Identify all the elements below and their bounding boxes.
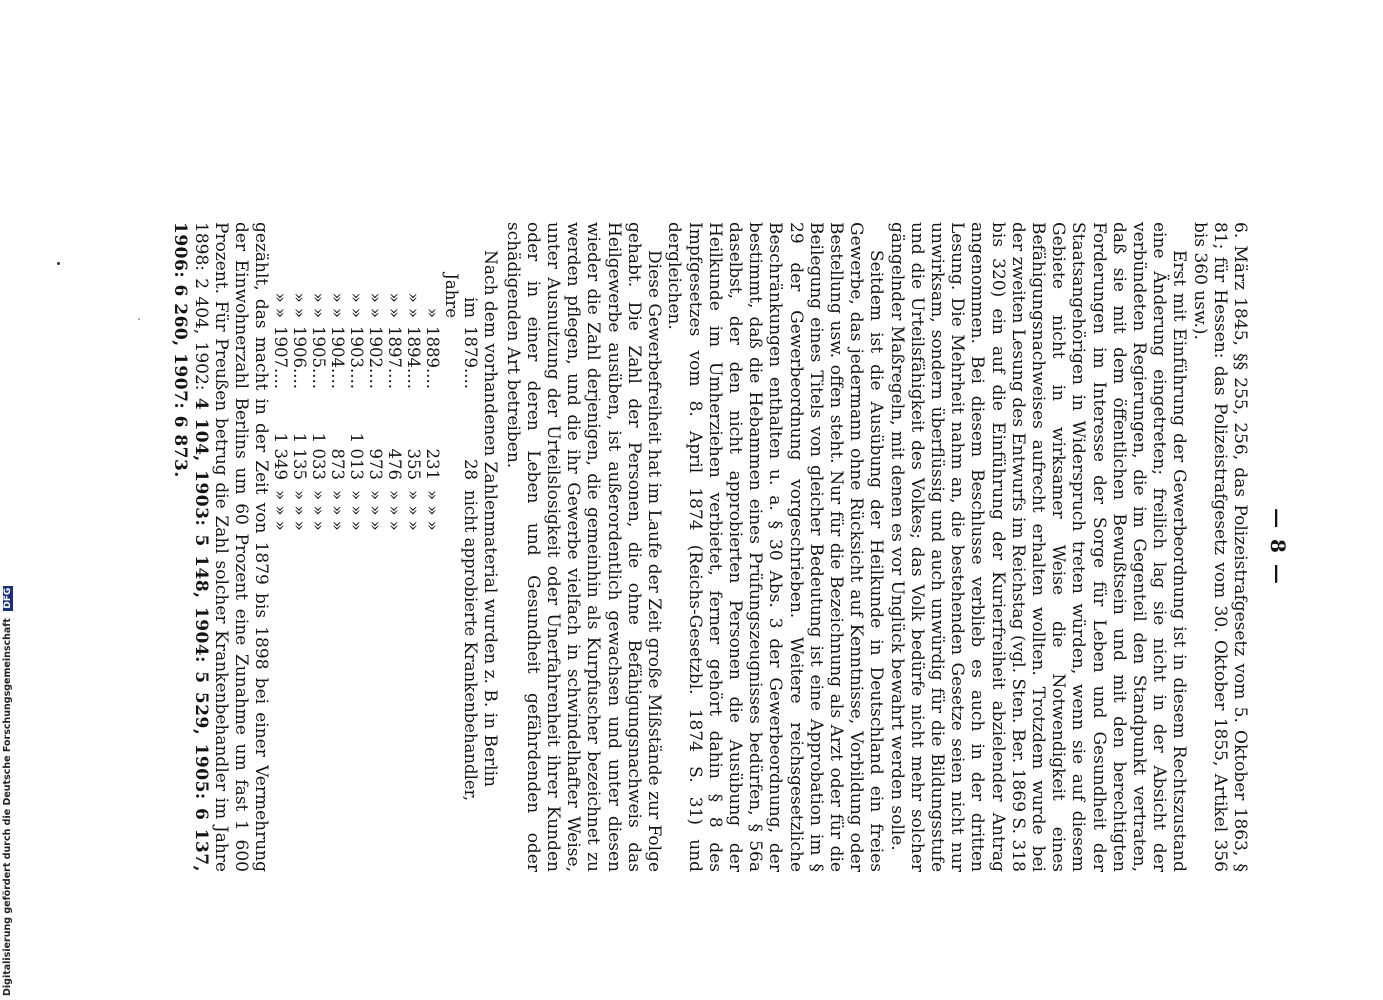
paragraph-2: Erst mit Einführung der Gewerbeordnung ist in diesem Rechtszustand eine Änderung eingetreten; freilich lag sie nicht in der Absicht der verbündeten Regierungen, die im Gegenteil den Standpunkt vertraten, daß sie mit dem öffentlichen Bewußtsein und mit den berechtigten Forderungen im Interesse der Sorge für Leben und Gesundheit der Staatsangehörigen in Widerspruch treten würden, wenn sie auf diesem Gebiete nicht in wirksamer Weise die Notwendigkeit eines Befähigungsnachweises aufrecht erhalten wollten. Trotzdem wurde bei der zweiten Lesung des Entwurfs im Reichstag (vgl. Sten. Ber. 1869 S. 318 bis 320) ein auf die Einführung der Kurierfreiheit abzielender Antrag angenommen. Bei diesem Beschlusse verblieb es auch in der dritten Lesung. Die Mehrheit nahm an, die bestehenden Gesetze seien nicht nur unwirksam, sondern überflüssig und auch unwürdig für die Bildungsstufe und die Urteilsfähigkeit des Volkes; das Volk bedürfe nicht mehr solcher gängelnder Maßregeln, mit denen es vor Unglück bewahrt werden solle.: [886, 222, 1190, 872]
row-year: 1904....: [328, 326, 348, 389]
closing-paragraph: [170, 222, 271, 872]
row-text: » » »: [423, 490, 443, 531]
scan-speck: [138, 318, 140, 320]
statistics-row: [423, 250, 442, 801]
row-text: » » »: [309, 490, 329, 531]
row-year: 1897....: [385, 326, 405, 389]
statistics-row: [385, 250, 404, 801]
statistics-row: [309, 250, 328, 801]
scan-speck: [57, 262, 60, 265]
row-text: » » »: [271, 490, 291, 531]
row-prefix: »: [423, 307, 443, 318]
row-count: 355: [404, 448, 424, 480]
row-prefix: » »: [404, 292, 424, 318]
row-year: 1905....: [309, 326, 329, 389]
page-number: — 8 —: [1266, 508, 1290, 586]
row-text: » » »: [385, 490, 405, 531]
row-year: 1902....: [366, 326, 386, 389]
paragraph-1: 6. März 1845, §§ 255, 256, das Polizeistrafgesetz vom 5. Oktober 1863, § 81; für Hessen: das Polizeistrafgesetz vom 30. Oktober 1855, Artikel 356 bis 360 usw.).: [1189, 222, 1250, 872]
closing-text: gezählt, das macht in der Zeit von 1879 bis 1898 bei einer Vermehrung der Einwohnerzahl Berlins um 60 Prozent eine Zunahme um fast 1 600 Prozent. Für Preußen betrug die Zahl solcher Krankenbehandler im Jahre 1898: 2 404, 1902:: [190, 222, 272, 872]
row-year: 1907....: [271, 326, 291, 389]
statistics-row: [271, 250, 290, 801]
row-text: » » »: [366, 490, 386, 531]
row-prefix: » »: [309, 292, 329, 318]
row-count: 873: [328, 448, 348, 480]
row-count: 1 349: [271, 432, 291, 480]
statistics-row: [290, 250, 309, 801]
row-text: » » »: [404, 490, 424, 531]
row-text: » » »: [347, 490, 367, 531]
row-prefix: » »: [385, 292, 405, 318]
row-count: 476: [385, 448, 405, 480]
statistics-intro: Nach dem vorhandenen Zahlenmaterial wurden z. B. in Berlin: [480, 250, 501, 787]
closing-numbers: 4 104, 1903: 5 148, 1904: 5 529, 1905: 6 137, 1906: 6 260, 1907: 6 873.: [170, 222, 211, 873]
row-year: 1906....: [290, 326, 310, 389]
row-year: 1894....: [404, 326, 424, 389]
row-count: 973: [366, 448, 386, 480]
row-year: 1879....: [461, 326, 481, 389]
row-count: 1 135: [290, 432, 310, 480]
statistics-table: [271, 250, 480, 801]
statistics-row: [328, 250, 347, 801]
statistics-row: [366, 250, 385, 801]
rotated-text-block: [120, 222, 1290, 873]
row-year: 1903....: [347, 326, 367, 389]
digitization-footer: [2, 586, 13, 996]
dfg-logo: DFG: [3, 587, 13, 609]
row-year: 1889....: [423, 326, 443, 389]
paragraph-4: Diese Gewerbefreiheit hat im Laufe der Zeit große Mißstände zur Folge gehabt. Die Zahl der Personen, die ohne Befähigungsnachweis das Heilgewerbe ausüben, ist außerordentlich gewachsen und unter diesen wieder die Zahl derjenigen, die gemeinhin als Kurpfuscher bezeichnet zu werden pflegen, und die ihr Gewerbe vielfach in schwindelhafter Weise, unter Ausnutzung der Urteilslosigkeit oder Unerfahrenheit ihrer Kunden oder in einer deren Leben und Gesundheit gefährdenden oder schädigenden Art betreiben.: [502, 222, 665, 872]
row-count: 1 033: [309, 432, 329, 480]
row-text: » » »: [290, 490, 310, 531]
row-prefix: » »: [271, 292, 291, 318]
statistics-row: [442, 250, 480, 801]
row-prefix: » »: [290, 292, 310, 318]
statistics-row: [404, 250, 423, 801]
row-text: » » »: [328, 490, 348, 531]
row-count: 28: [461, 459, 481, 480]
statistics-row: [347, 250, 366, 801]
row-count: 1 013: [347, 432, 367, 480]
row-prefix: im Jahre: [442, 273, 481, 318]
footer-text: Digitalisierung gefördert durch die Deutsche Forschungsgemeinschaft: [2, 618, 13, 996]
row-prefix: » »: [347, 292, 367, 318]
row-prefix: » »: [366, 292, 386, 318]
row-prefix: » »: [328, 292, 348, 318]
row-text: nicht approbierte Krankenbehandler,: [461, 490, 481, 801]
paragraph-3: Seitdem ist die Ausübung der Heilkunde in Deutschland ein freies Gewerbe, das jedermann ohne Rücksicht auf Kenntnisse, Vorbildung oder Bestellung usw. offen steht. Nur für die Bezeichnung als Arzt oder für die Beilegung eines Titels von gleicher Bedeutung ist eine Approbation im § 29 der Gewerbeordnung vorgeschrieben. Weitere reichsgesetzliche Beschränkungen enthalten u. a. § 30 Abs. 3 der Gewerbeordnung, der bestimmt, daß die Hebammen eines Prüfungszeugnisses bedürfen, § 56a daselbst, der den nicht approbierten Personen die Ausübung der Heilkunde im Umherziehen verbietet, ferner gehört dahin § 8 des Impfgesetzes vom 8. April 1874 (Reichs-Gesetzbl. 1874 S. 31) und dergleichen.: [664, 222, 887, 872]
row-count: 231: [423, 448, 443, 480]
